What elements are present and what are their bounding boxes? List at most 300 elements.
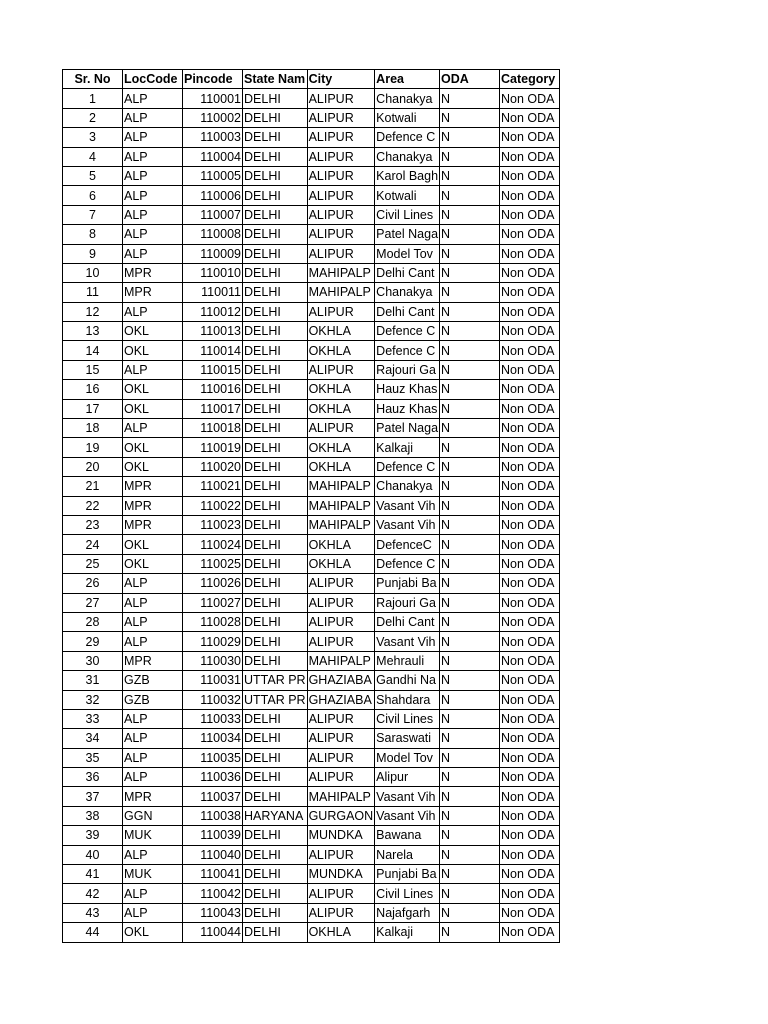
cell-pincode: 110044 [183,923,243,942]
table-row [63,419,560,438]
cell-sr-no: 39 [63,826,123,845]
cell-state: DELHI [243,554,308,573]
cell-category: Non ODA [500,535,560,554]
cell-loccode: ALP [123,205,183,224]
cell-loccode: ALP [123,89,183,108]
cell-oda: N [440,399,500,418]
cell-area: Model Tov [375,244,440,263]
cell-city: ALIPUR [307,729,375,748]
cell-state: DELHI [243,399,308,418]
cell-state: DELHI [243,360,308,379]
cell-sr-no: 30 [63,651,123,670]
cell-oda: N [440,903,500,922]
cell-pincode: 110026 [183,574,243,593]
cell-area: Defence C [375,341,440,360]
cell-city: ALIPUR [307,302,375,321]
cell-oda: N [440,748,500,767]
cell-loccode: OKL [123,322,183,341]
cell-sr-no: 42 [63,884,123,903]
cell-pincode: 110024 [183,535,243,554]
cell-sr-no: 29 [63,632,123,651]
table-row [63,186,560,205]
cell-category: Non ODA [500,729,560,748]
cell-city: MAHIPALP [307,651,375,670]
cell-loccode: MPR [123,651,183,670]
cell-category: Non ODA [500,457,560,476]
cell-state: DELHI [243,612,308,631]
cell-sr-no: 44 [63,923,123,942]
cell-oda: N [440,884,500,903]
table-row [63,302,560,321]
cell-area: Hauz Khas [375,380,440,399]
cell-sr-no: 6 [63,186,123,205]
cell-city: MAHIPALP [307,515,375,534]
cell-state: DELHI [243,787,308,806]
cell-sr-no: 2 [63,108,123,127]
cell-category: Non ODA [500,360,560,379]
cell-sr-no: 17 [63,399,123,418]
table-row [63,554,560,573]
cell-state: DELHI [243,496,308,515]
cell-area: Defence C [375,554,440,573]
cell-area: Punjabi Ba [375,865,440,884]
cell-state: DELHI [243,748,308,767]
cell-category: Non ODA [500,380,560,399]
cell-loccode: MPR [123,515,183,534]
cell-sr-no: 21 [63,477,123,496]
cell-category: Non ODA [500,612,560,631]
cell-pincode: 110025 [183,554,243,573]
cell-sr-no: 31 [63,671,123,690]
cell-state: DELHI [243,186,308,205]
cell-city: ALIPUR [307,419,375,438]
table-row [63,690,560,709]
cell-category: Non ODA [500,632,560,651]
table-row [63,845,560,864]
cell-oda: N [440,419,500,438]
cell-state: DELHI [243,302,308,321]
cell-area: Bawana [375,826,440,845]
cell-state: DELHI [243,166,308,185]
table-row [63,826,560,845]
cell-pincode: 110023 [183,515,243,534]
cell-category: Non ODA [500,690,560,709]
cell-pincode: 110022 [183,496,243,515]
table-row [63,477,560,496]
cell-state: DELHI [243,457,308,476]
cell-oda: N [440,477,500,496]
cell-category: Non ODA [500,89,560,108]
cell-area: Chanakya [375,89,440,108]
cell-sr-no: 10 [63,263,123,282]
table-row [63,729,560,748]
cell-city: ALIPUR [307,593,375,612]
cell-state: DELHI [243,651,308,670]
cell-category: Non ODA [500,322,560,341]
cell-pincode: 110036 [183,768,243,787]
cell-pincode: 110011 [183,283,243,302]
cell-oda: N [440,302,500,321]
cell-pincode: 110043 [183,903,243,922]
cell-loccode: OKL [123,341,183,360]
cell-pincode: 110001 [183,89,243,108]
cell-category: Non ODA [500,186,560,205]
cell-oda: N [440,554,500,573]
cell-pincode: 110034 [183,729,243,748]
cell-loccode: GZB [123,690,183,709]
cell-city: GHAZIABA [307,671,375,690]
cell-loccode: ALP [123,244,183,263]
cell-pincode: 110013 [183,322,243,341]
cell-pincode: 110030 [183,651,243,670]
cell-pincode: 110008 [183,225,243,244]
table-row [63,884,560,903]
table-row [63,322,560,341]
cell-state: DELHI [243,632,308,651]
cell-oda: N [440,865,500,884]
cell-sr-no: 23 [63,515,123,534]
cell-area: Vasant Vih [375,632,440,651]
cell-city: ALIPUR [307,225,375,244]
cell-pincode: 110039 [183,826,243,845]
cell-state: DELHI [243,865,308,884]
cell-loccode: ALP [123,709,183,728]
cell-loccode: OKL [123,535,183,554]
cell-oda: N [440,826,500,845]
cell-pincode: 110018 [183,419,243,438]
cell-pincode: 110002 [183,108,243,127]
cell-loccode: ALP [123,845,183,864]
cell-area: Delhi Cant [375,263,440,282]
cell-oda: N [440,457,500,476]
cell-oda: N [440,787,500,806]
cell-state: DELHI [243,535,308,554]
cell-city: OKHLA [307,322,375,341]
cell-city: ALIPUR [307,612,375,631]
cell-category: Non ODA [500,128,560,147]
cell-area: Kalkaji [375,438,440,457]
cell-category: Non ODA [500,147,560,166]
cell-loccode: ALP [123,302,183,321]
cell-category: Non ODA [500,748,560,767]
cell-city: MAHIPALP [307,283,375,302]
header-pincode: Pincode [183,70,243,89]
cell-oda: N [440,147,500,166]
cell-pincode: 110004 [183,147,243,166]
cell-area: Hauz Khas [375,399,440,418]
table-row [63,263,560,282]
cell-sr-no: 28 [63,612,123,631]
table-row [63,748,560,767]
cell-oda: N [440,593,500,612]
cell-city: OKHLA [307,438,375,457]
cell-area: Vasant Vih [375,787,440,806]
cell-area: DefenceC [375,535,440,554]
cell-area: Shahdara [375,690,440,709]
cell-state: HARYANA [243,806,308,825]
cell-oda: N [440,360,500,379]
table-row [63,903,560,922]
cell-sr-no: 40 [63,845,123,864]
cell-area: Defence C [375,128,440,147]
cell-loccode: ALP [123,225,183,244]
cell-city: ALIPUR [307,845,375,864]
cell-category: Non ODA [500,903,560,922]
cell-oda: N [440,632,500,651]
cell-oda: N [440,729,500,748]
cell-state: DELHI [243,205,308,224]
cell-state: UTTAR PR [243,690,308,709]
table-row [63,806,560,825]
cell-city: ALIPUR [307,709,375,728]
table-row [63,283,560,302]
cell-category: Non ODA [500,709,560,728]
cell-area: Delhi Cant [375,612,440,631]
table-row [63,496,560,515]
cell-loccode: MPR [123,283,183,302]
cell-sr-no: 16 [63,380,123,399]
cell-pincode: 110040 [183,845,243,864]
cell-area: Rajouri Ga [375,593,440,612]
cell-area: Chanakya [375,477,440,496]
cell-category: Non ODA [500,651,560,670]
cell-state: DELHI [243,128,308,147]
cell-category: Non ODA [500,477,560,496]
cell-loccode: ALP [123,903,183,922]
cell-category: Non ODA [500,768,560,787]
cell-area: Defence C [375,457,440,476]
cell-pincode: 110031 [183,671,243,690]
cell-city: OKHLA [307,535,375,554]
cell-state: DELHI [243,419,308,438]
header-oda: ODA [440,70,500,89]
cell-sr-no: 5 [63,166,123,185]
cell-sr-no: 19 [63,438,123,457]
cell-area: Najafgarh [375,903,440,922]
cell-area: Saraswati [375,729,440,748]
cell-category: Non ODA [500,438,560,457]
table-row [63,457,560,476]
cell-area: Chanakya [375,147,440,166]
cell-pincode: 110042 [183,884,243,903]
cell-area: Kotwali [375,108,440,127]
cell-loccode: ALP [123,128,183,147]
header-area: Area [375,70,440,89]
cell-pincode: 110014 [183,341,243,360]
header-city: City [307,70,375,89]
cell-category: Non ODA [500,865,560,884]
cell-oda: N [440,205,500,224]
cell-oda: N [440,438,500,457]
cell-loccode: GZB [123,671,183,690]
cell-area: Vasant Vih [375,496,440,515]
cell-oda: N [440,612,500,631]
table-row [63,515,560,534]
cell-oda: N [440,186,500,205]
cell-area: Narela [375,845,440,864]
cell-pincode: 110005 [183,166,243,185]
cell-state: DELHI [243,341,308,360]
cell-loccode: OKL [123,399,183,418]
cell-category: Non ODA [500,302,560,321]
cell-category: Non ODA [500,593,560,612]
cell-area: Gandhi Na [375,671,440,690]
cell-area: Kotwali [375,186,440,205]
table-row [63,768,560,787]
cell-state: DELHI [243,515,308,534]
cell-pincode: 110028 [183,612,243,631]
cell-loccode: ALP [123,166,183,185]
cell-sr-no: 32 [63,690,123,709]
cell-oda: N [440,806,500,825]
cell-oda: N [440,263,500,282]
cell-loccode: ALP [123,593,183,612]
cell-state: DELHI [243,903,308,922]
cell-loccode: ALP [123,419,183,438]
cell-sr-no: 35 [63,748,123,767]
cell-pincode: 110009 [183,244,243,263]
header-category: Category [500,70,560,89]
cell-city: MUNDKA [307,826,375,845]
cell-city: MAHIPALP [307,477,375,496]
cell-oda: N [440,380,500,399]
table-row [63,89,560,108]
cell-area: Civil Lines [375,205,440,224]
cell-area: Mehrauli [375,651,440,670]
cell-oda: N [440,923,500,942]
cell-pincode: 110019 [183,438,243,457]
table-row [63,787,560,806]
cell-loccode: OKL [123,923,183,942]
table-row [63,360,560,379]
pincode-table [62,69,560,943]
cell-city: ALIPUR [307,632,375,651]
cell-oda: N [440,244,500,263]
cell-sr-no: 26 [63,574,123,593]
cell-category: Non ODA [500,845,560,864]
cell-loccode: MPR [123,787,183,806]
cell-loccode: ALP [123,108,183,127]
cell-sr-no: 4 [63,147,123,166]
cell-city: ALIPUR [307,768,375,787]
cell-sr-no: 41 [63,865,123,884]
cell-category: Non ODA [500,671,560,690]
cell-pincode: 110032 [183,690,243,709]
cell-city: ALIPUR [307,574,375,593]
header-loccode: LocCode [123,70,183,89]
cell-area: Punjabi Ba [375,574,440,593]
cell-loccode: ALP [123,632,183,651]
cell-city: ALIPUR [307,884,375,903]
cell-city: ALIPUR [307,108,375,127]
cell-city: OKHLA [307,399,375,418]
cell-city: ALIPUR [307,186,375,205]
cell-category: Non ODA [500,419,560,438]
cell-oda: N [440,671,500,690]
cell-category: Non ODA [500,263,560,282]
cell-sr-no: 24 [63,535,123,554]
cell-city: OKHLA [307,380,375,399]
cell-category: Non ODA [500,806,560,825]
cell-area: Karol Bagh [375,166,440,185]
cell-state: DELHI [243,729,308,748]
cell-loccode: ALP [123,186,183,205]
cell-pincode: 110038 [183,806,243,825]
cell-oda: N [440,108,500,127]
table-row [63,923,560,942]
cell-sr-no: 25 [63,554,123,573]
cell-loccode: MPR [123,477,183,496]
cell-city: ALIPUR [307,205,375,224]
cell-loccode: ALP [123,147,183,166]
cell-oda: N [440,496,500,515]
cell-pincode: 110006 [183,186,243,205]
cell-oda: N [440,845,500,864]
cell-area: Vasant Vih [375,515,440,534]
cell-pincode: 110021 [183,477,243,496]
cell-sr-no: 38 [63,806,123,825]
cell-state: DELHI [243,225,308,244]
cell-loccode: MPR [123,263,183,282]
cell-state: DELHI [243,923,308,942]
header-state: State Nam [243,70,308,89]
cell-loccode: ALP [123,612,183,631]
cell-state: DELHI [243,89,308,108]
cell-city: OKHLA [307,457,375,476]
cell-oda: N [440,166,500,185]
cell-oda: N [440,515,500,534]
cell-oda: N [440,341,500,360]
cell-category: Non ODA [500,399,560,418]
cell-category: Non ODA [500,166,560,185]
cell-city: MAHIPALP [307,263,375,282]
table-row [63,651,560,670]
cell-oda: N [440,651,500,670]
cell-oda: N [440,283,500,302]
cell-oda: N [440,535,500,554]
cell-category: Non ODA [500,341,560,360]
header-sr-no: Sr. No [63,70,123,89]
cell-category: Non ODA [500,283,560,302]
cell-category: Non ODA [500,244,560,263]
cell-loccode: OKL [123,380,183,399]
table-row [63,341,560,360]
cell-oda: N [440,768,500,787]
cell-oda: N [440,574,500,593]
cell-sr-no: 37 [63,787,123,806]
cell-pincode: 110003 [183,128,243,147]
cell-sr-no: 12 [63,302,123,321]
cell-category: Non ODA [500,515,560,534]
cell-city: ALIPUR [307,89,375,108]
cell-category: Non ODA [500,225,560,244]
cell-state: DELHI [243,593,308,612]
cell-state: DELHI [243,826,308,845]
cell-oda: N [440,690,500,709]
cell-city: OKHLA [307,554,375,573]
cell-loccode: OKL [123,457,183,476]
cell-pincode: 110041 [183,865,243,884]
cell-area: Rajouri Ga [375,360,440,379]
cell-area: Patel Naga [375,419,440,438]
cell-pincode: 110016 [183,380,243,399]
cell-loccode: ALP [123,574,183,593]
table-row [63,535,560,554]
cell-sr-no: 36 [63,768,123,787]
cell-state: UTTAR PR [243,671,308,690]
cell-city: ALIPUR [307,244,375,263]
cell-area: Model Tov [375,748,440,767]
